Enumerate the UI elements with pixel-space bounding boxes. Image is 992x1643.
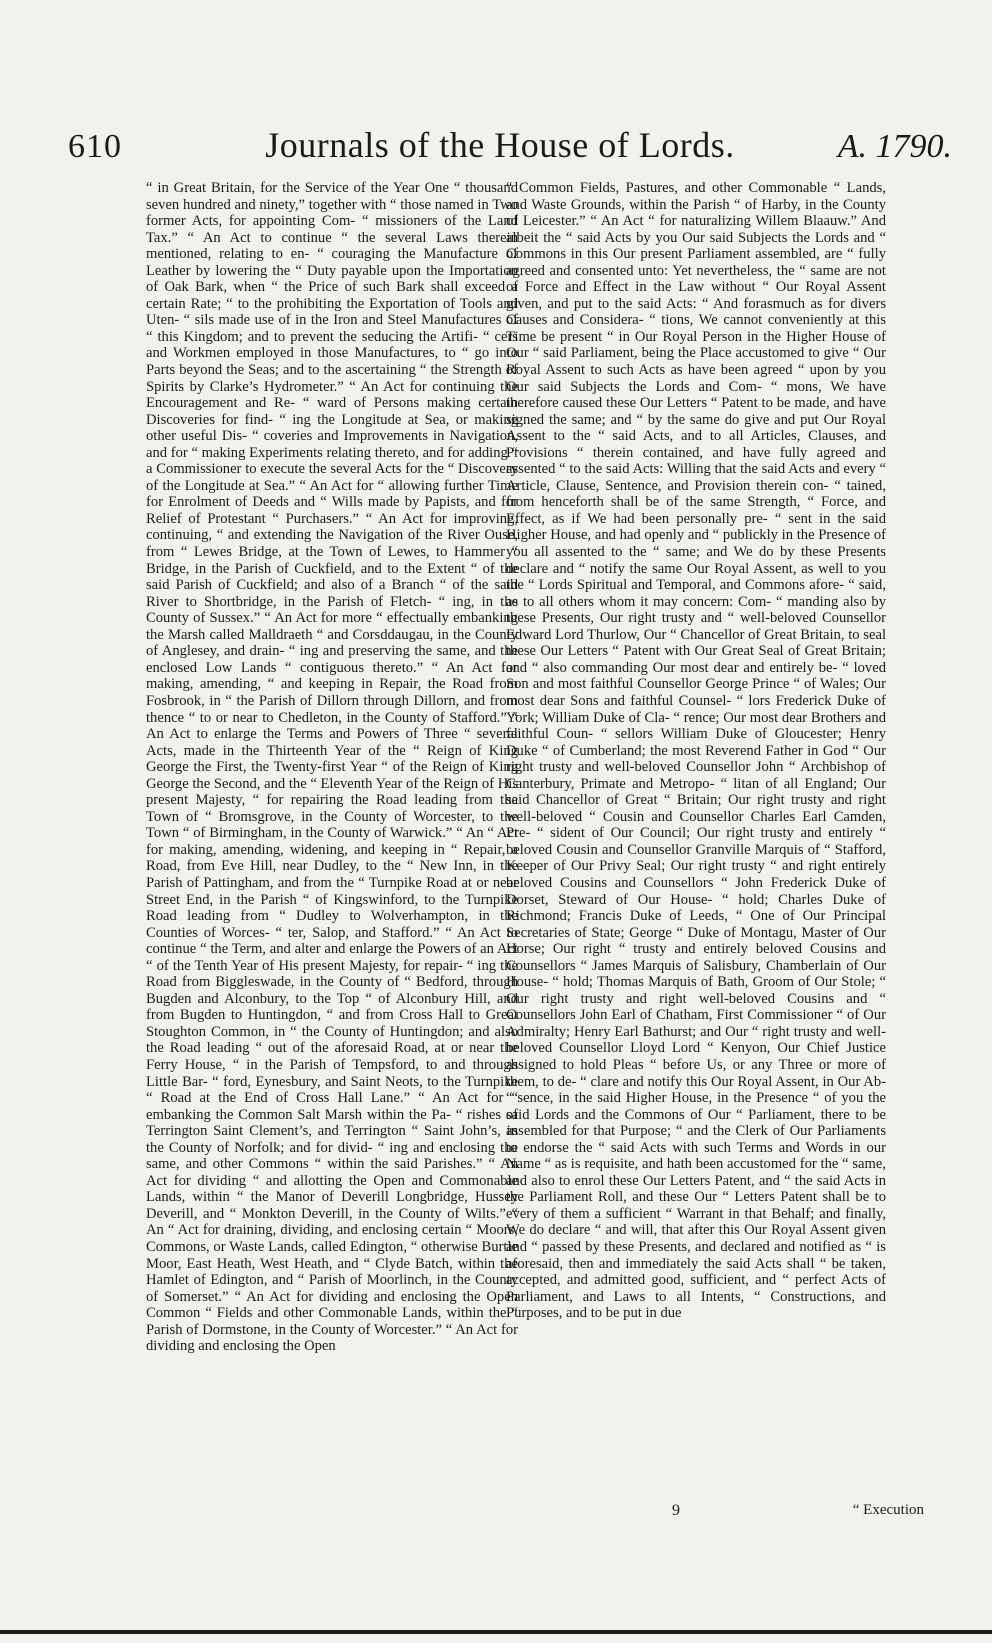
running-title: Journals of the House of Lords. xyxy=(265,125,735,165)
right-column xyxy=(506,180,886,1322)
left-column xyxy=(146,180,518,1355)
catchword: “ Execution xyxy=(852,1502,924,1518)
left-column-text: “ in Great Britain, for the Service of the Year One “ thousand seven hundred and ninety,” together with “ those named in Two former Acts, for appointing Com- “ missioners of the Land Tax.” “ An Act to continue “ the several Laws therein mentioned, relating to en- “ couraging the Manufacture of Leather by lowering the “ Duty payable upon the Importation of Oak Bark, when “ the Price of such Bark shall exceed a certain Rate; “ to the prohibiting the Exportation of Tools and Uten- “ sils made use of in the Iron and Steel Manufactures of “ this Kingdom; and to prevent the seducing the Artifi- “ cers and Workmen employed in those Manufactures, to “ go into Parts beyond the Seas; and to the ascertaining “ the Strength of Spirits by Clarke’s Hydrometer.” “ An Act for continuing the Encouragement and Re- “ ward of Persons making certain Discoveries for find- “ ing the Longitude at Sea, or making other useful Dis- “ coveries and Improvements in Navigation, and for “ making Experiments relating thereto, and for adding “ a Commissioner to execute the several Acts for the “ Discovery of the Longitude at Sea.” “ An Act for “ allowing further Time for Enrolment of Deeds and “ Wills made by Papists, and for Relief of Protestant “ Purchasers.” “ An Act for improving, continuing, “ and extending the Navigation of the River Ouse, from “ Lewes Bridge, at the Town of Lewes, to Hammer “ Bridge, in the Parish of Cuckfield, and to the Extent “ of the said Parish of Cuckfield; and also of a Branch “ of the said River to Shortbridge, in the Parish of Fletch- “ ing, in the County of Sussex.” “ An Act for more “ effectually embanking the Marsh called Malldraeth “ and Corsddaugau, in the County of Anglesey, and drain- “ ing and preserving the same, and the enclosed Low Lands “ contiguous thereto.” “ An Act for making, amending, “ and keeping in Repair, the Road from Fosbrook, in “ the Parish of Dillorn through Dillorn, and from thence “ to or near to Chedleton, in the County of Stafford.” “ An Act to enlarge the Terms and Powers of Three “ several Acts, made in the Thirteenth Year of the “ Reign of King George the First, the Twenty-first Year “ of the Reign of King George the Second, and the “ Eleventh Year of the Reign of His present Majesty, “ for repairing the Road leading from the Town of “ Bromsgrove, in the County of Worcester, to the Town “ of Birmingham, in the County of Warwick.” “ An “ Act for making, amending, widening, and keeping in “ Repair, a Road, from Eve Hill, near Dudley, to the “ New Inn, in the Parish of Pattingham, and from the “ Turnpike Road at or near Street End, in the Parish “ of Kingswinford, to the Turnpike Road leading from “ Dudley to Wolverhampton, in the Counties of Worces- “ ter, Salop, and Stafford.” “ An Act to continue “ the Term, and alter and enlarge the Powers of an Act “ of the Tenth Year of His present Majesty, for repair- “ ing the Road from Biggleswade, in the County of “ Bedford, through Bugden and Alconbury, to the Top “ of Alconbury Hill, and from Bugden to Huntingdon, “ and from Cross Hall to Great Stoughton Common, in “ the County of Huntingdon; and also the Road leading “ out of the aforesaid Road, at or near the Ferry House, “ in the Parish of Tempsford, to and through Little Bar- “ ford, Eynesbury, and Saint Neots, to the Turnpike “ Road at the End of Cross Hall Lane.” “ An Act for “ embanking the Common Salt Marsh within the Pa- “ rishes of Terrington Saint Clement’s, and Terrington “ Saint John’s, in the County of Norfolk; and for divid- “ ing and enclosing the same, and other Commons “ within the said Parishes.” “ An Act for dividing “ and allotting the Open and Commonable Lands, within “ the Manor of Deverill Longbridge, Hussey Deverill, and “ Monkton Deverill, in the County of Wilts.” “ An “ Act for draining, dividing, and enclosing certain “ Moors, Commons, or Waste Lands, called Edington, “ otherwise Burtle Moor, East Heath, West Heath, and “ Clyde Batch, within the Hamlet of Edington, and “ Parish of Moorlinch, in the County of Somerset.” “ An Act for dividing and enclosing the Open Common “ Fields and other Commonable Lands, within the “ Parish of Dormstone, in the County of Worcester.” “ An Act for dividing and enclosing the Open xyxy=(146,180,518,1355)
right-column-text: “ Common Fields, Pastures, and other Commonable “ Lands, and Waste Grounds, within the Parish “ of Harby, in the County of Leicester.” “ An Act “ for naturalizing Willem Blaauw.” And albeit the “ said Acts by you Our said Subjects the Lords and “ Commons in this Our present Parliament assembled, are “ fully agreed and consented unto: Yet nevertheless, the “ same are not of Force and Effect in the Law without “ Our Royal Assent given, and put to the said Acts: “ And forasmuch as for divers Causes and Considera- “ tions, We cannot conveniently at this Time be present “ in Our Royal Person in the Higher House of Our “ said Parliament, being the Place accustomed to give “ Our Royal Assent to such Acts as have been agreed “ upon by you Our said Subjects the Lords and Com- “ mons, We have therefore caused these Our Letters “ Patent to be made, and have signed the same; and “ by the same do give and put Our Royal Assent to the “ said Acts, and to all Articles, Clauses, and Provisions “ therein contained, and have fully agreed and assented “ to the said Acts: Willing that the said Acts and every “ Article, Clause, Sentence, and Provision therein con- “ tained, from henceforth shall be of the same Strength, “ Force, and Effect, as if We had been personally pre- “ sent in the said Higher House, and had openly and “ publickly in the Presence of you all assented to the “ same; and We do by these Presents declare and “ notify the same Our Royal Assent, as well to you the “ Lords Spiritual and Temporal, and Commons afore- “ said, as to all others whom it may concern: Com- “ manding also by these Presents, Our right trusty and “ well-beloved Counsellor Edward Lord Thurlow, Our “ Chancellor of Great Britain, to seal these Our Letters “ Patent with Our Great Seal of Great Britain; and “ also commanding Our most dear and entirely be- “ loved Son and most faithful Counsellor George Prince “ of Wales; Our most dear Sons and faithful Counsel- “ lors Frederick Duke of York; William Duke of Cla- “ rence; Our most dear Brothers and faithful Coun- “ sellors William Duke of Gloucester; Henry Duke “ of Cumberland; the most Reverend Father in God “ Our right trusty and well-beloved Counsellor John “ Archbishop of Canterbury, Primate and Metropo- “ litan of all England; Our said Chancellor of Great “ Britain; Our right trusty and right well-beloved “ Cousin and Counsellor Charles Earl Camden, Pre- “ sident of Our Council; Our right trusty and entirely “ beloved Cousin and Counsellor Granville Marquis of “ Stafford, Keeper of Our Privy Seal; Our right trusty “ and right entirely beloved Cousins and Counsellors “ John Frederick Duke of Dorset, Steward of Our House- “ hold; Charles Duke of Richmond; Francis Duke of Leeds, “ One of Our Principal Secretaries of State; George “ Duke of Montagu, Master of Our Horse; Our right “ trusty and entirely beloved Cousins and Counsellors “ James Marquis of Salisbury, Chamberlain of Our House- “ hold; Thomas Marquis of Bath, Groom of Our Stole; “ Our right trusty and right well-beloved Cousins and “ Counsellors John Earl of Chatham, First Commissioner “ of Our Admiralty; Henry Earl Bathurst; and Our “ right trusty and well-beloved Counsellor Lloyd Lord “ Kenyon, Our Chief Justice assigned to hold Pleas “ before Us, or any Three or more of them, to de- “ clare and notify this Our Royal Assent, in Our Ab- “ sence, in the said Higher House, in the Presence “ of you the said Lords and the Commons of Our “ Parliament, there to be assembled for that Purpose; “ and the Clerk of Our Parliaments to endorse the “ said Acts with such Terms and Words in our Name “ as is requisite, and hath been accustomed for the “ same, and also to enrol these Our Letters Patent, and “ the said Acts in the Parliament Roll, and these Our “ Letters Patent shall be to every of them a sufficient “ Warrant in that Behalf; and finally, We do declare “ and will, that after this Our Royal Assent given and “ passed by these Presents, and declared and notified as “ is aforesaid, then and immediately the said Acts shall “ be taken, accepted, and admitted good, sufficient, and “ perfect Acts of Parliament, and Laws to all Intents, “ Constructions, and Purposes, and to be put in due xyxy=(506,180,886,1322)
year-heading: A. 1790. xyxy=(837,128,952,165)
bottom-rule xyxy=(0,1630,992,1634)
signature-mark: 9 xyxy=(672,1502,680,1519)
page-number: 610 xyxy=(68,128,122,165)
